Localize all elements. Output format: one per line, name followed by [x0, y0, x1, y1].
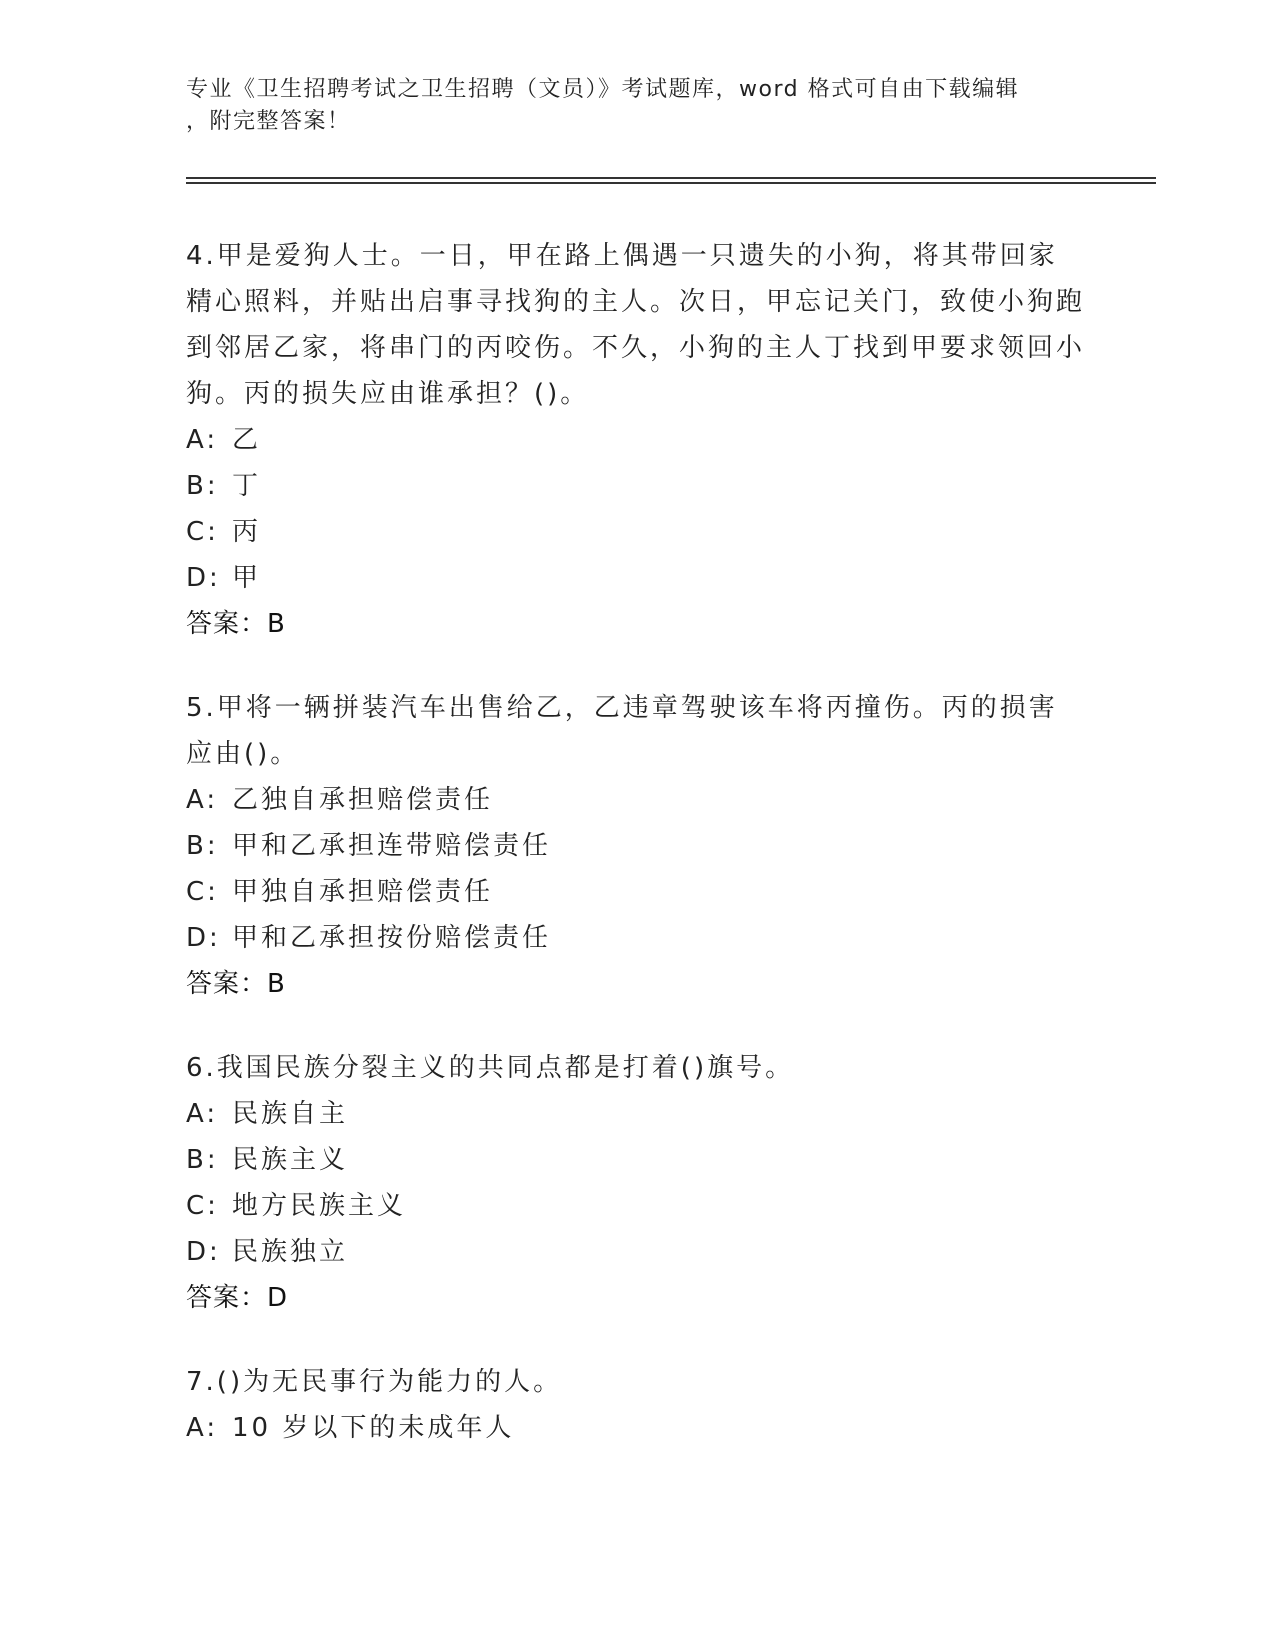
option-a: [186, 777, 1086, 823]
option-text: 丁: [232, 471, 262, 501]
option-text: 甲和乙承担按份赔偿责任: [232, 923, 552, 953]
question-5: [186, 685, 1086, 1007]
option-text: 甲和乙承担连带赔偿责任: [232, 831, 552, 861]
answer-line: 答案：B: [186, 609, 286, 639]
option-key: D:: [186, 923, 221, 953]
option-text: 民族独立: [232, 1237, 349, 1267]
option-text: 地方民族主义: [232, 1191, 407, 1221]
option-b: [186, 463, 1086, 509]
option-key: B:: [186, 471, 219, 501]
option-text: 民族主义: [232, 1145, 349, 1175]
option-key: D:: [186, 1237, 221, 1267]
option-key: A:: [186, 1099, 219, 1129]
answer-line: 答案：B: [186, 969, 286, 999]
option-c: [186, 869, 1086, 915]
header-double-rule: [186, 177, 1156, 184]
question-4: [186, 233, 1086, 647]
header-line-2: ，附完整答案！: [186, 109, 351, 134]
question-6: [186, 1045, 1086, 1321]
option-text: 甲: [232, 563, 262, 593]
question-stem: 7.()为无民事行为能力的人。: [186, 1367, 563, 1397]
option-key: B:: [186, 831, 219, 861]
option-text: 乙: [232, 425, 262, 455]
question-stem: 4.甲是爱狗人士。一日，甲在路上偶遇一只遗失的小狗，将其带回家精心照料，并贴出启事寻找狗的主人。次日，甲忘记关门，致使小狗跑到邻居乙家，将串门的丙咬伤。不久，小狗的主人丁找到甲要求领回小狗。丙的损失应由谁承担？()。: [186, 241, 1086, 409]
option-text: 民族自主: [232, 1099, 349, 1129]
option-text: 乙独自承担赔偿责任: [232, 785, 494, 815]
option-d: [186, 1229, 1086, 1275]
question-stem: 6.我国民族分裂主义的共同点都是打着()旗号。: [186, 1053, 795, 1083]
question-7: [186, 1359, 1086, 1451]
option-key: D:: [186, 563, 221, 593]
option-d: [186, 915, 1086, 961]
option-b: [186, 1137, 1086, 1183]
option-key: B:: [186, 1145, 219, 1175]
option-key: A:: [186, 425, 219, 455]
option-text: 丙: [232, 517, 262, 547]
option-key: A:: [186, 1413, 219, 1443]
question-stem: 5.甲将一辆拼装汽车出售给乙，乙违章驾驶该车将丙撞伤。丙的损害应由()。: [186, 693, 1058, 769]
option-text: 甲独自承担赔偿责任: [232, 877, 494, 907]
option-key: A:: [186, 785, 219, 815]
document-header: [186, 74, 1076, 138]
answer-line: 答案：D: [186, 1283, 289, 1313]
option-c: [186, 1183, 1086, 1229]
option-a: [186, 417, 1086, 463]
question-list: [186, 233, 1086, 1489]
option-b: [186, 823, 1086, 869]
option-a: [186, 1091, 1086, 1137]
option-key: C:: [186, 517, 219, 547]
option-d: [186, 555, 1086, 601]
option-a: [186, 1405, 1086, 1451]
option-key: C:: [186, 1191, 219, 1221]
option-key: C:: [186, 877, 219, 907]
header-line-1: 专业《卫生招聘考试之卫生招聘（文员）》考试题库，word 格式可自由下载编辑: [186, 77, 1020, 102]
option-text: 10 岁以下的未成年人: [232, 1413, 515, 1443]
option-c: [186, 509, 1086, 555]
